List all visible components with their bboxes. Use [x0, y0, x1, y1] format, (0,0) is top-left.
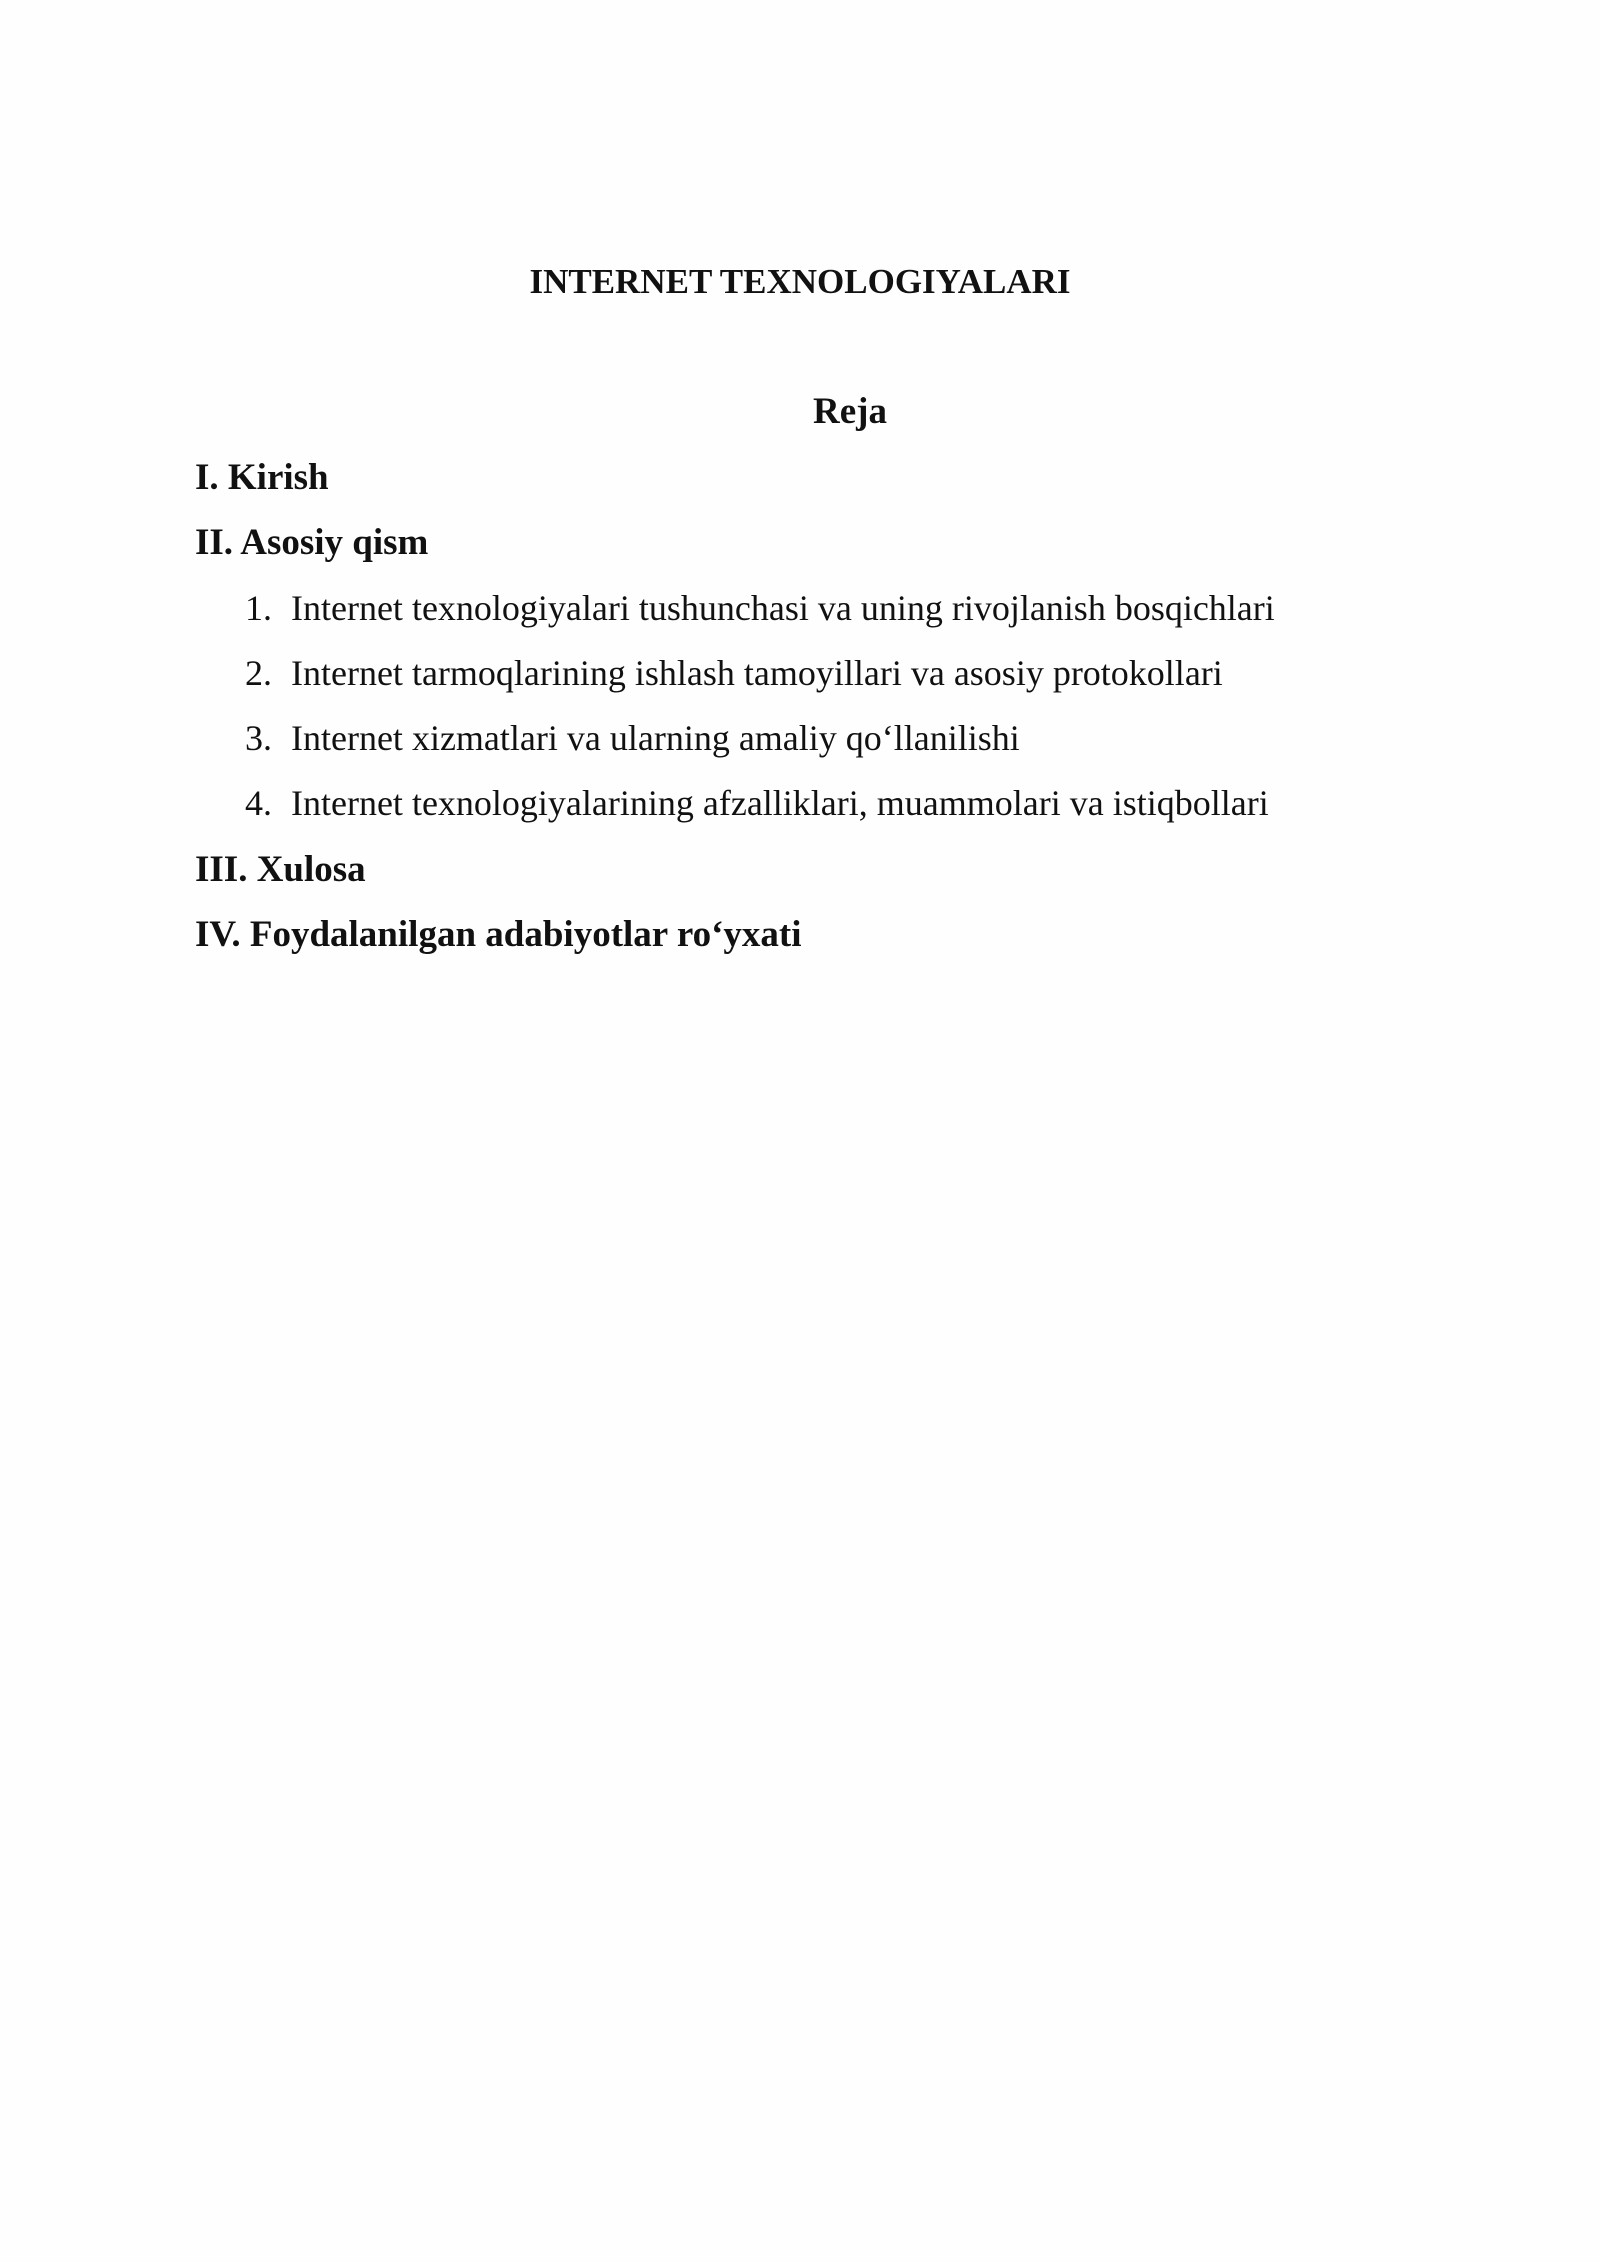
document-title: INTERNET TEXNOLOGIYALARI — [529, 262, 1071, 301]
list-item-text: Internet tarmoqlarining ishlash tamoyillari va asosiy protokollari — [291, 653, 1223, 693]
list-item — [195, 714, 1275, 779]
list-item-number: 4. — [245, 783, 272, 823]
section-introduction: I. Kirish — [195, 457, 329, 498]
section-main-part: II. Asosiy qism — [195, 522, 429, 563]
list-item-number: 1. — [245, 588, 272, 628]
list-item-number: 2. — [245, 653, 272, 693]
list-item — [195, 779, 1275, 844]
list-item-text: Internet xizmatlari va ularning amaliy qo‘llanilishi — [291, 718, 1020, 758]
section-conclusion: III. Xulosa — [195, 849, 366, 890]
list-item — [195, 584, 1275, 649]
list-item-text: Internet texnologiyalari tushunchasi va uning rivojlanish bosqichlari — [291, 588, 1275, 628]
main-part-subsection-list — [195, 584, 1275, 844]
list-item — [195, 649, 1275, 714]
section-references: IV. Foydalanilgan adabiyotlar ro‘yxati — [195, 914, 802, 955]
list-item-text: Internet texnologiyalarining afzalliklari, muammolari va istiqbollari — [291, 783, 1269, 823]
list-item-number: 3. — [245, 718, 272, 758]
plan-heading: Reja — [813, 391, 887, 432]
